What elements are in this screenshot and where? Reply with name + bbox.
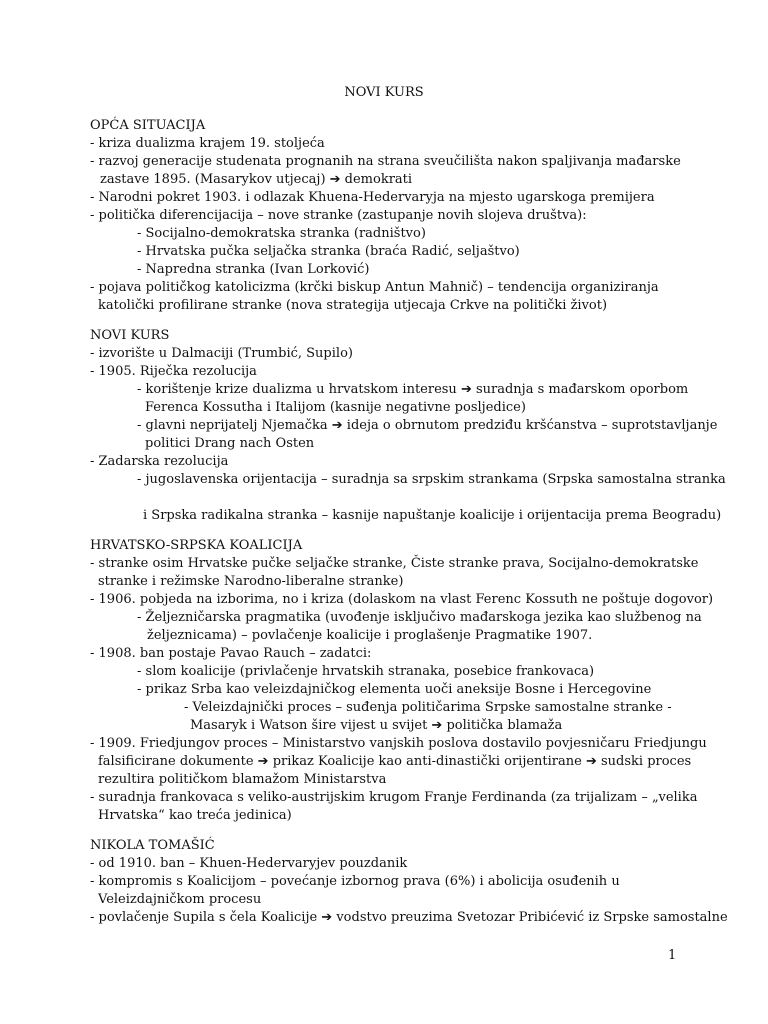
text-line: - 1906. pobjeda na izborima, no i kriza (dolaskom na vlast Ferenc Kossuth ne poštuje dogovor): [90, 592, 714, 607]
text-line: - od 1910. ban – Khuen-Hedervaryjev pouzdanik: [90, 856, 408, 871]
text-line: - 1908. ban postaje Pavao Rauch – zadatci:: [90, 646, 372, 661]
text-line: - politička diferencijacija – nove stranke (zastupanje novih slojeva društva):: [90, 208, 587, 223]
text-line: zastave 1895. (Masarykov utjecaj) ➔ demokrati: [100, 172, 413, 187]
text-line: - slom koalicije (privlačenje hrvatskih stranaka, posebice frankovaca): [137, 664, 595, 679]
text-line: Masaryk i Watson šire vijest u svijet ➔ politička blamaža: [190, 718, 563, 733]
text-line: stranke i režimske Narodno-liberalne stranke): [98, 574, 404, 589]
text-line: - Napredna stranka (Ivan Lorković): [137, 262, 370, 277]
text-line: Hrvatska“ kao treća jedinica): [98, 808, 292, 823]
text-line: politici Drang nach Osten: [145, 436, 315, 451]
text-line: - kompromis s Koalicijom – povećanje izbornog prava (6%) i abolicija osuđenih u: [90, 874, 620, 889]
text-line: - jugoslavenska orijentacija – suradnja sa srpskim strankama (Srpska samostalna stranka: [137, 472, 726, 487]
text-line: Veleizdajničkom procesu: [98, 892, 262, 907]
text-line: i Srpska radikalna stranka – kasnije napuštanje koalicije i orijentacija prema Beogradu): [143, 508, 722, 523]
section-heading: NOVI KURS: [90, 328, 170, 343]
text-line: katolički profilirane stranke (nova strategija utjecaja Crkve na politički život): [98, 298, 608, 313]
text-line: - 1909. Friedjungov proces – Ministarstvo vanjskih poslova dostavilo povjesničaru Friedjungu: [90, 736, 707, 751]
text-line: - glavni neprijatelj Njemačka ➔ ideja o obrnutom predziđu kršćanstva – suprotstavljanje: [137, 418, 718, 433]
text-line: - 1905. Riječka rezolucija: [90, 364, 257, 379]
text-line: željeznicama) – povlačenje koalicije i proglašenje Pragmatike 1907.: [147, 628, 593, 643]
text-line: Ferenca Kossutha i Italijom (kasnije negativne posljedice): [145, 400, 526, 415]
text-line: falsificirane dokumente ➔ prikaz Koalicije kao anti-dinastički orijentirane ➔ sudski proces: [98, 754, 692, 769]
text-line: - izvorište u Dalmaciji (Trumbić, Supilo): [90, 346, 353, 361]
section-heading: NIKOLA TOMAŠIĆ: [90, 838, 215, 853]
page-title: NOVI KURS: [344, 85, 424, 100]
text-line: - Zadarska rezolucija: [90, 454, 229, 469]
text-line: - Veleizdajnički proces – suđenja političarima Srpske samostalne stranke -: [184, 700, 672, 715]
text-line: - Socijalno-demokratska stranka (radništvo): [137, 226, 426, 241]
text-line: - kriza dualizma krajem 19. stoljeća: [90, 136, 325, 151]
section-heading: OPĆA SITUACIJA: [90, 118, 206, 133]
text-line: - Hrvatska pučka seljačka stranka (braća Radić, seljaštvo): [137, 244, 520, 259]
text-line: - stranke osim Hrvatske pučke seljačke stranke, Čiste stranke prava, Socijalno-demokratske: [90, 556, 699, 571]
text-line: - Narodni pokret 1903. i odlazak Khuena-Hedervaryja na mjesto ugarskoga premijera: [90, 190, 655, 205]
text-line: - Željezničarska pragmatika (uvođenje isključivo mađarskoga jezika kao službenog na: [137, 610, 702, 625]
text-line: - pojava političkog katolicizma (krčki biskup Antun Mahnič) – tendencija organiziranja: [90, 280, 659, 295]
text-line: - razvoj generacije studenata prognanih na strana sveučilišta nakon spaljivanja mađarske: [90, 154, 681, 169]
text-line: - prikaz Srba kao veleizdajničkog elementa uoči aneksije Bosne i Hercegovine: [137, 682, 652, 697]
page-number: 1: [668, 948, 677, 963]
text-line: - povlačenje Supila s čela Koalicije ➔ vodstvo preuzima Svetozar Pribićević iz Srpske samostalne: [90, 910, 728, 925]
text-line: - korištenje krize dualizma u hrvatskom interesu ➔ suradnja s mađarskom oporbom: [137, 382, 689, 397]
section-heading: HRVATSKO-SRPSKA KOALICIJA: [90, 538, 303, 553]
text-line: - suradnja frankovaca s veliko-austrijskim krugom Franje Ferdinanda (za trijalizam – „velika: [90, 790, 698, 805]
text-line: rezultira političkom blamažom Ministarstva: [98, 772, 387, 787]
